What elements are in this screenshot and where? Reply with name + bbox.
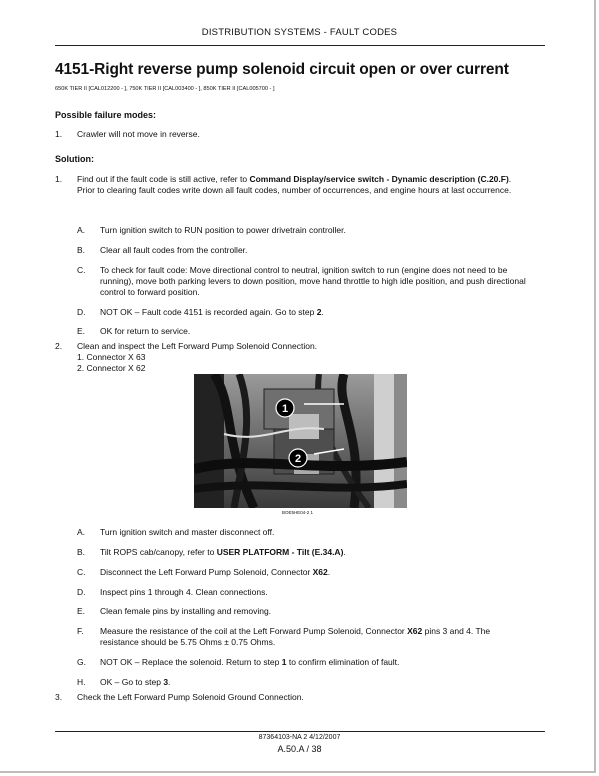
- sub-letter: B.: [77, 245, 86, 255]
- page-title: 4151-Right reverse pump solenoid circuit open or over current: [55, 61, 509, 78]
- step1-post: .: [508, 174, 512, 184]
- sub-letter: G.: [77, 657, 86, 667]
- step1-pre: Find out if the fault code is still active, refer to: [77, 174, 250, 184]
- step1-note: Prior to clearing fault codes write down all fault codes, number of occurrences, and engine hours at last occurrence.: [77, 185, 512, 195]
- connector-item: 2. Connector X 62: [77, 363, 146, 373]
- section-header: DISTRIBUTION SYSTEMS - FAULT CODES: [201, 27, 398, 38]
- sub-letter: E.: [77, 606, 86, 616]
- cross-reference-link[interactable]: USER PLATFORM - Tilt (E.34.A): [216, 547, 344, 557]
- sub-letter: E.: [77, 326, 86, 336]
- figure-caption: BOE5HE04-2 1: [282, 510, 314, 515]
- callout-2: 2: [294, 453, 302, 465]
- header-rule: [55, 45, 545, 46]
- sub-step-text: OK for return to service.: [100, 326, 191, 336]
- sub-pre: OK – Go to step: [100, 677, 164, 687]
- sub-post: to confirm elimination of fault.: [286, 657, 400, 667]
- step-number: 3.: [55, 692, 63, 702]
- sub-step-text: [100, 567, 530, 578]
- step-link[interactable]: 1: [281, 657, 287, 667]
- sub-step-text: [100, 307, 530, 318]
- sub-step-text: [100, 677, 530, 688]
- sub-step-text: [100, 547, 530, 558]
- sub-pre: Disconnect the Left Forward Pump Solenoid, Connector: [100, 567, 313, 577]
- sub-step-text: Clear all fault codes from the controller.: [100, 245, 248, 255]
- sub-letter: B.: [77, 547, 86, 557]
- sub-post: .: [343, 547, 346, 557]
- sub-post: .: [321, 307, 324, 317]
- failure-modes-heading: Possible failure modes:: [55, 110, 157, 120]
- failure-mode-text: Crawler will not move in reverse.: [77, 129, 200, 139]
- model-applicability: 650K TIER II [CAL012200 - ], 750K TIER II [CAL003400 - ], 850K TIER II [CAL005700 - ]: [55, 86, 275, 92]
- failure-mode-number: 1.: [55, 129, 63, 139]
- sub-letter: C.: [77, 265, 86, 275]
- sub-letter: A.: [77, 527, 86, 537]
- footer-rule: [55, 731, 545, 732]
- sub-letter: H.: [77, 677, 86, 687]
- callout-1: 1: [281, 403, 289, 415]
- sub-step-text: Clean female pins by installing and removing.: [100, 606, 272, 616]
- sub-step-text: To check for fault code: Move directional control to neutral, ignition switch to run (engine does not need to be running), move both parking levers to down position, move hand throttle to high idle position, and push directional control to forward position.: [100, 265, 526, 297]
- step1-text: [77, 174, 532, 196]
- sub-step-text: [100, 626, 530, 648]
- sub-step-text: [100, 657, 530, 668]
- step-link[interactable]: 3: [163, 677, 169, 687]
- sub-pre: NOT OK – Replace the solenoid. Return to step: [100, 657, 282, 667]
- sub-letter: F.: [77, 626, 84, 636]
- solution-heading: Solution:: [55, 154, 94, 164]
- connector-label: X62: [407, 626, 423, 636]
- connector-item: 1. Connector X 63: [77, 352, 146, 362]
- sub-letter: A.: [77, 225, 86, 235]
- step-number: 1.: [55, 174, 63, 184]
- sub-step-text: Inspect pins 1 through 4. Clean connections.: [100, 587, 268, 597]
- sub-post: .: [327, 567, 331, 577]
- sub-post: pins 3 and 4. The resistance should be 5.75 Ohms ± 0.75 Ohms.: [100, 626, 491, 647]
- sub-letter: D.: [77, 307, 86, 317]
- step-number: 2.: [55, 341, 63, 351]
- page-number: A.50.A / 38: [277, 744, 322, 754]
- sub-pre: NOT OK – Fault code 4151 is recorded again. Go to step: [100, 307, 317, 317]
- sub-post: .: [168, 677, 171, 687]
- step-link[interactable]: 2: [316, 307, 322, 317]
- sub-step-text: Turn ignition switch to RUN position to power drivetrain controller.: [100, 225, 346, 235]
- photo-illustration: [194, 374, 407, 508]
- connector-photo: [194, 374, 407, 508]
- connector-label: X62: [312, 567, 328, 577]
- sub-pre: Tilt ROPS cab/canopy, refer to: [100, 547, 217, 557]
- step2-text: [77, 341, 532, 374]
- sub-pre: Measure the resistance of the coil at the Left Forward Pump Solenoid, Connector: [100, 626, 408, 636]
- sub-letter: D.: [77, 587, 86, 597]
- sub-step-text: Turn ignition switch and master disconnect off.: [100, 527, 275, 537]
- sub-letter: C.: [77, 567, 86, 577]
- step3-text: Check the Left Forward Pump Solenoid Ground Connection.: [77, 692, 304, 702]
- step2-main: Clean and inspect the Left Forward Pump Solenoid Connection.: [77, 341, 318, 351]
- step1-reference[interactable]: Command Display/service switch - Dynamic description (C.20.F): [249, 174, 509, 184]
- document-number: 87364103-NA 2 4/12/2007: [258, 734, 341, 741]
